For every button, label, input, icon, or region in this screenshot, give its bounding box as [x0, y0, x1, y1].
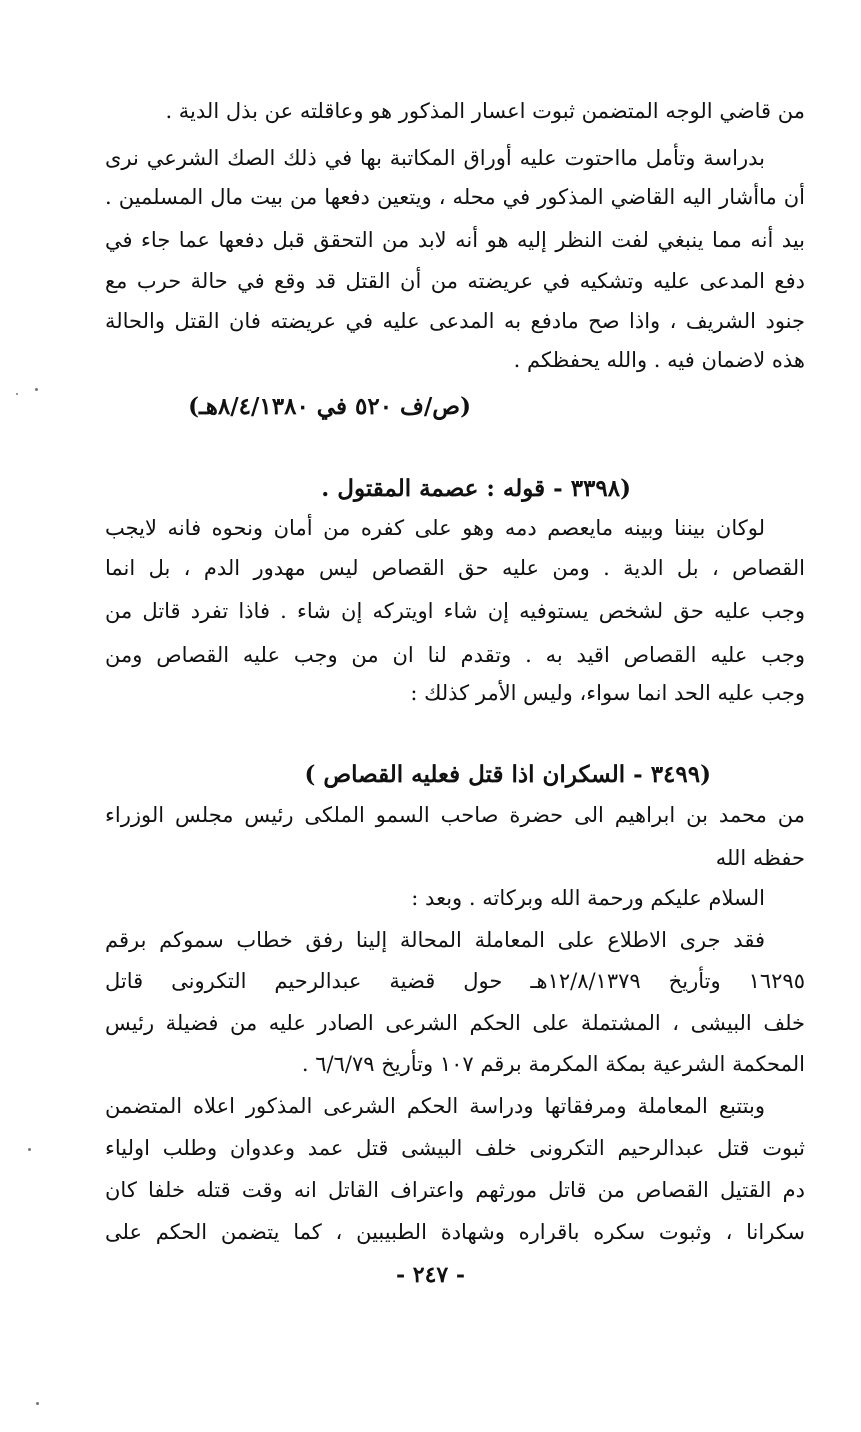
text-line: حفظه الله — [715, 846, 805, 870]
text-line: هذه لاضمان فيه . والله يحفظكم . — [513, 348, 805, 372]
text-line: ثبوت قتل عبدالرحيم التكرونى خلف البيشى قتل عمد وعدوان وطلب اولياء — [105, 1136, 805, 1160]
text-line: وجب عليه حق لشخص يستوفيه إن شاء اويتركه إن شاء . فاذا تفرد قاتل من — [105, 599, 805, 623]
text-line: دفع المدعى عليه وتشكيه في عريضته من أن القتل قد وقع في حالة حرب مع — [105, 269, 805, 293]
scan-speck — [28, 1148, 31, 1151]
scan-speck — [16, 393, 18, 395]
text-line: السلام عليكم ورحمة الله وبركاته . وبعد : — [411, 886, 765, 910]
reference-citation: (ص/ف ٥٢٠ في ٨/٤/١٣٨٠هـ) — [188, 393, 471, 420]
text-line: وبتتبع المعاملة ومرفقاتها ودراسة الحكم الشرعى المذكور اعلاه المتضمن — [105, 1094, 765, 1118]
text-line: دم القتيل القصاص من قاتل مورثهم واعتراف القاتل انه وقت قتله خلفا كان — [105, 1178, 805, 1202]
text-line: من قاضي الوجه المتضمن ثبوت اعسار المذكور هو وعاقلته عن بذل الدية . — [165, 99, 805, 123]
text-line: فقد جرى الاطلاع على المعاملة المحالة إلينا رفق خطاب سموكم برقم — [105, 928, 765, 952]
text-line: من محمد بن ابراهيم الى حضرة صاحب السمو الملكى رئيس مجلس الوزراء — [105, 803, 805, 827]
text-line: سكرانا ، وثبوت سكره باقراره وشهادة الطبيبين ، كما يتضمن الحكم على — [105, 1220, 805, 1244]
page-number: - ٢٤٧ - — [395, 1262, 466, 1288]
text-line: ١٦٢٩٥ وتأريخ ١٢/٨/١٣٧٩هـ حول قضية عبدالرحيم التكرونى قاتل — [105, 969, 805, 993]
text-line: جنود الشريف ، واذا صح مادفع به المدعى عليه في عريضته فان القتل والحالة — [105, 309, 805, 333]
text-line: خلف البيشى ، المشتملة على الحكم الشرعى الصادر عليه من فضيلة رئيس — [105, 1011, 805, 1035]
text-line: القصاص ، بل الدية . ومن عليه حق القصاص ليس مهدور الدم ، بل انما — [105, 556, 805, 580]
text-line: بدراسة وتأمل مااحتوت عليه أوراق المكاتبة بها في ذلك الصك الشرعي نرى — [105, 146, 765, 170]
text-line: وجب عليه القصاص اقيد به . وتقدم لنا ان من وجب عليه القصاص ومن — [105, 643, 805, 667]
text-line: وجب عليه الحد انما سواء، وليس الأمر كذلك : — [410, 681, 805, 705]
text-line: أن ماأشار اليه القاضي المذكور في محله ، ويتعين دفعها من بيت مال المسلمين . — [105, 185, 805, 209]
section-heading: (٣٤٩٩ - السكران اذا قتل فعليه القصاص ) — [304, 761, 711, 788]
scan-speck — [36, 1402, 39, 1405]
text-line: بيد أنه مما ينبغي لفت النظر إليه هو أنه لابد من التحقق قبل دفعها عما جاء في — [105, 228, 805, 252]
text-line: لوكان بيننا وبينه مايعصم دمه وهو على كفره من أمان ونحوه فانه لايجب — [105, 516, 765, 540]
scan-speck — [35, 388, 38, 391]
text-line: المحكمة الشرعية بمكة المكرمة برقم ١٠٧ وتأريخ ٦/٦/٧٩ . — [301, 1052, 805, 1076]
section-heading: (٣٣٩٨ - قوله : عصمة المقتول . — [321, 475, 631, 502]
